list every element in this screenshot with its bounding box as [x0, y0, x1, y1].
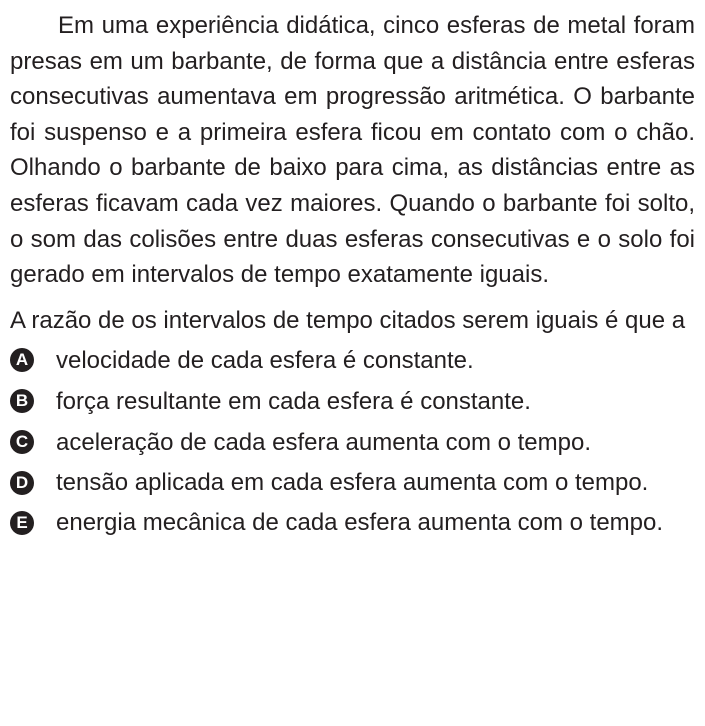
option-e[interactable]: [10, 505, 695, 541]
question-prompt: A razão de os intervalos de tempo citados serem iguais é que a: [10, 306, 686, 334]
option-b[interactable]: [10, 383, 695, 420]
option-a[interactable]: [10, 342, 695, 379]
stem-paragraph: Em uma experiência didática, cinco esferas de metal foram presas em um barbante, de forma que a distância entre esferas consecutivas aumentava em progressão aritmética. O barbante foi suspenso e a primeira esfera ficou em contato com o chão. Olhando o barbante de baixo para cima, as distâncias entre as esferas ficavam cada vez maiores. Quando o barbante foi solto, o som das colisões entre duas esferas consecutivas e o solo foi gerado em intervalos de tempo exatamente iguais.: [10, 12, 695, 289]
option-d-letter-badge: D: [10, 471, 34, 495]
option-b-text: força resultante em cada esfera é constante.: [56, 388, 531, 416]
answer-options: [10, 342, 695, 541]
option-e-text: energia mecânica de cada esfera aumenta com o tempo.: [56, 509, 664, 537]
option-d-text: tensão aplicada em cada esfera aumenta com o tempo.: [56, 469, 649, 497]
option-c-text: aceleração de cada esfera aumenta com o tempo.: [56, 429, 591, 457]
option-c[interactable]: [10, 424, 695, 461]
option-a-letter-badge: A: [10, 348, 34, 372]
option-e-letter-badge: E: [10, 511, 34, 535]
option-c-letter-badge: C: [10, 430, 34, 454]
option-d[interactable]: [10, 465, 695, 501]
option-b-letter-badge: B: [10, 389, 34, 413]
option-a-text: velocidade de cada esfera é constante.: [56, 347, 474, 375]
